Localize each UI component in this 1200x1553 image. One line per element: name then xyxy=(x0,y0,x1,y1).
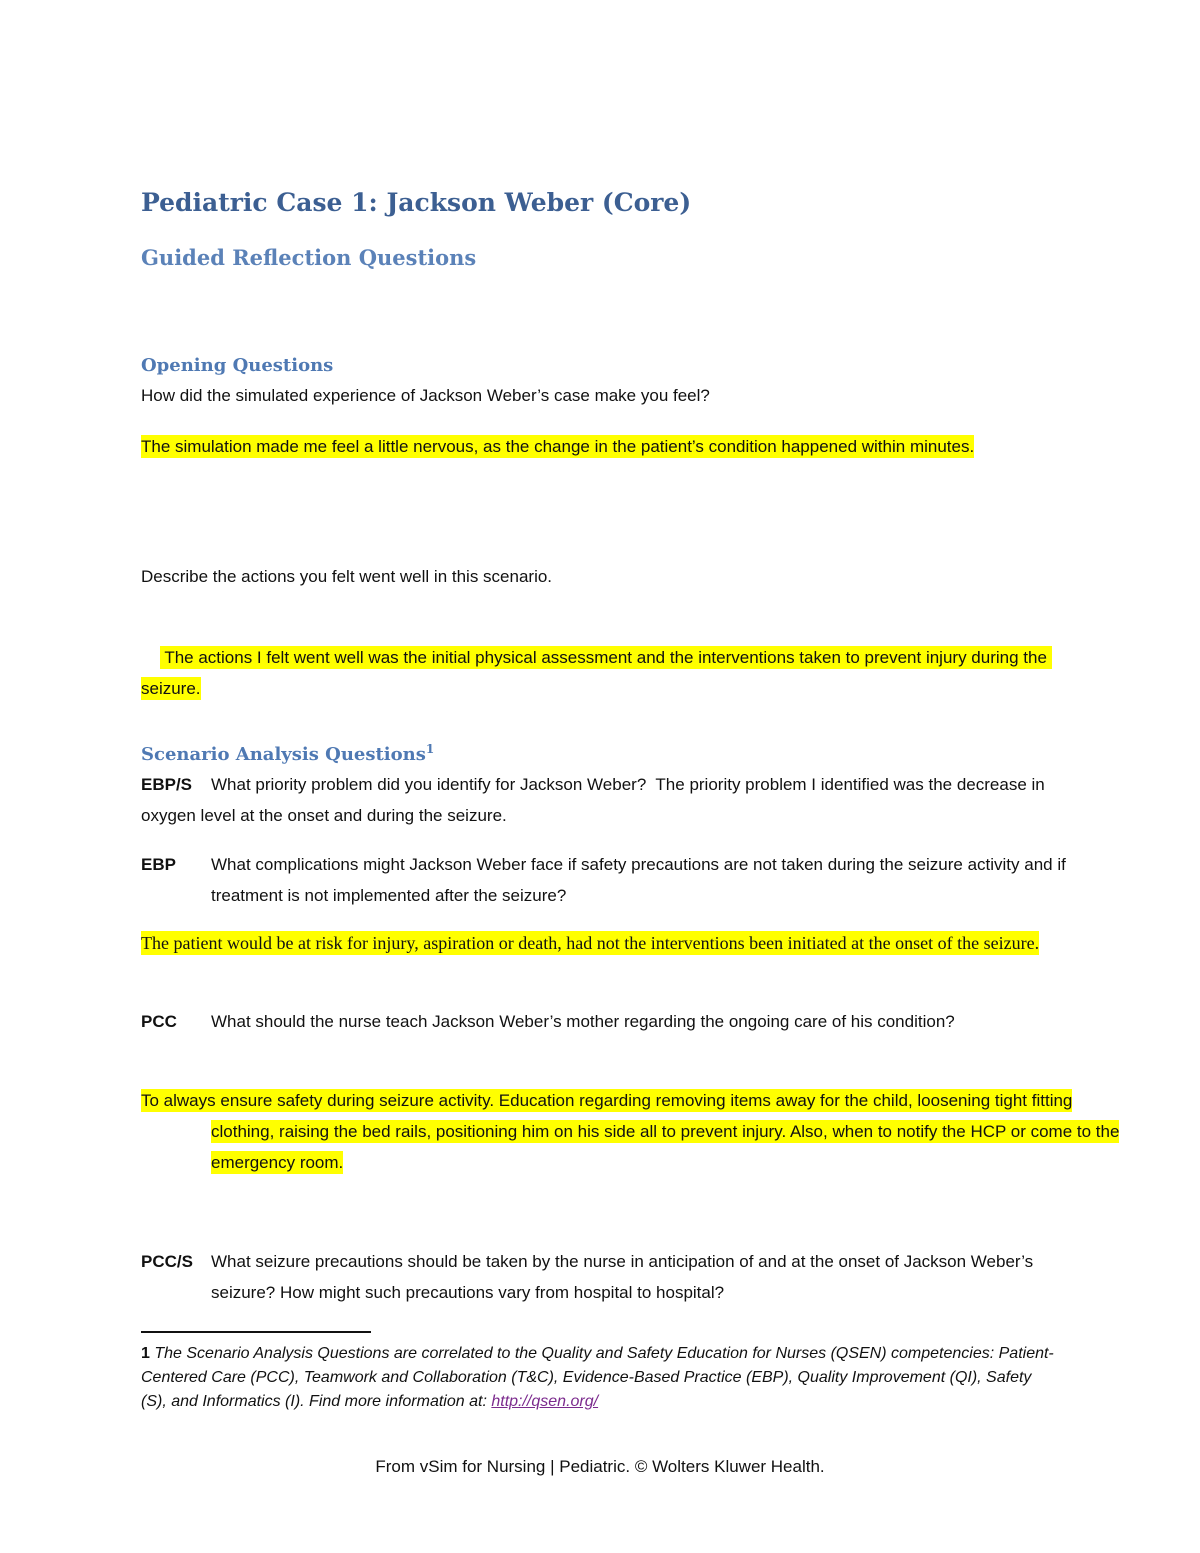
competency-code: EBP xyxy=(141,855,176,874)
document-title: Pediatric Case 1: Jackson Weber (Core) xyxy=(141,188,692,217)
footnote-number: 1 xyxy=(141,1345,150,1362)
scenario-question: What seizure precautions should be taken by the nurse in anticipation of and at the onset of Jackson Weber’s seizure? How might such precautions vary from hospital to hospital? xyxy=(211,1252,1034,1302)
scenario-inline-answer: The priority problem I identified was the decrease in oxygen level at the onset and during the seizure. xyxy=(141,775,1045,825)
scenario-item-ebp-s xyxy=(141,769,1061,831)
footnote-text: The Scenario Analysis Questions are correlated to the Quality and Safety Education for Nurses (QSEN) competencies: Patient-Centered Care (PCC), Teamwork and Collaboration (T&C), Evidence-Based Practice (EBP), Quality Improvement (QI), Safety (S), and Informatics (I). Find more information at: xyxy=(141,1345,1054,1410)
scenario-question: What should the nurse teach Jackson Weber’s mother regarding the ongoing care of his condition? xyxy=(211,1012,955,1031)
document-subtitle: Guided Reflection Questions xyxy=(141,245,477,270)
scenario-question: What priority problem did you identify for Jackson Weber? xyxy=(211,775,647,794)
scenario-analysis-heading-text: Scenario Analysis Questions xyxy=(141,744,426,765)
competency-code: EBP/S xyxy=(141,775,193,794)
competency-code: PCC xyxy=(141,1012,177,1031)
opening-question-2: Describe the actions you felt went well in this scenario. xyxy=(141,567,553,586)
opening-answer-2 xyxy=(141,611,1061,735)
page-footer: From vSim for Nursing | Pediatric. © Wolters Kluwer Health. xyxy=(375,1457,825,1476)
opening-answer-1-text: The simulation made me feel a little nervous, as the change in the patient’s condition happened within minutes. xyxy=(141,437,975,456)
opening-answer-1 xyxy=(141,431,1061,462)
opening-questions-heading: Opening Questions xyxy=(141,355,334,376)
footnote-divider xyxy=(141,1331,371,1333)
scenario-answer-text: The patient would be at risk for injury, aspiration or death, had not the interventions been initiated at the onset of the seizure. xyxy=(141,933,1040,953)
scenario-analysis-heading xyxy=(141,742,434,765)
scenario-answer-text: To always ensure safety during seizure activity. Education regarding removing items away for the child, loosening tight fitting clothing, raising the bed rails, positioning him on his side all to prevent injury. Also, when to notify the HCP or come to the emergency room. xyxy=(141,1091,1120,1172)
competency-code: PCC/S xyxy=(141,1252,193,1271)
opening-question-1: How did the simulated experience of Jackson Weber’s case make you feel? xyxy=(141,386,710,405)
footnote xyxy=(141,1342,1061,1414)
scenario-answer-pcc xyxy=(141,1085,1131,1178)
scenario-answer-ebp xyxy=(141,929,1131,958)
qsen-link[interactable]: http://qsen.org/ xyxy=(491,1393,599,1410)
footnote-reference: 1 xyxy=(425,742,435,756)
scenario-question: What complications might Jackson Weber face if safety precautions are not taken during the seizure activity and if treatment is not implemented after the seizure? xyxy=(211,855,1066,905)
opening-answer-2-text: The actions I felt went well was the initial physical assessment and the interventions taken to prevent injury during the seizure. xyxy=(141,648,1052,698)
